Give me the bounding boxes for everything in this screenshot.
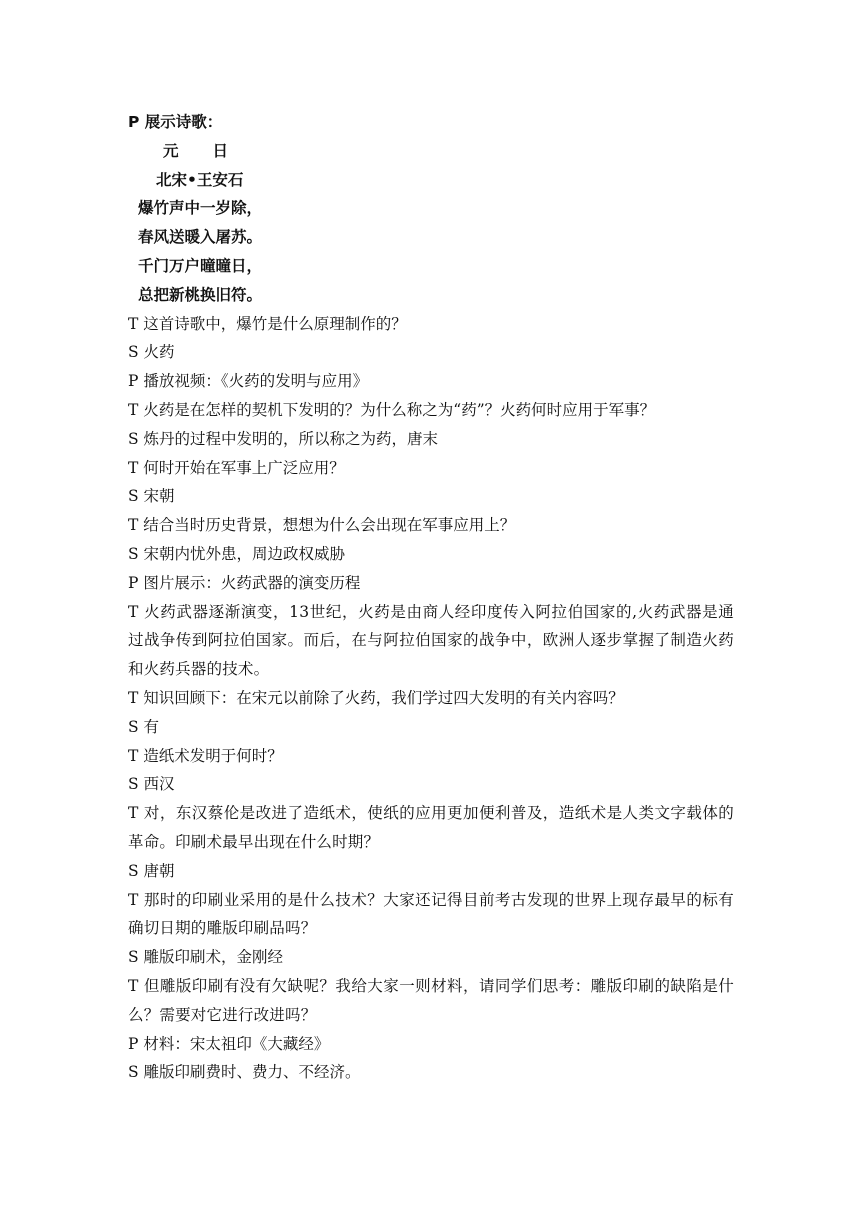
dialogue-line: P 图片展示：火药武器的演变历程 (128, 573, 361, 592)
poem-line: 爆竹声中一岁除， (138, 199, 263, 218)
dialogue-line: T 造纸术发明于何时？ (128, 746, 283, 765)
poem-title-part-2: 日 (212, 141, 229, 160)
dialogue-line: S 火药 (128, 343, 175, 362)
poem-intro: P 展示诗歌： (128, 113, 223, 131)
dialogue-line: S 炼丹的过程中发明的，所以称之为药，唐末 (128, 429, 439, 448)
dialogue-line: S 唐朝 (128, 861, 175, 880)
dialogue-paragraph: T 对，东汉蔡伦是改进了造纸术，使纸的应用更加便利普及，造纸术是人类文字载体的革命。印刷术最早出现在什么时期？ (128, 804, 734, 851)
dialogue-line: T 火药是在怎样的契机下发明的？为什么称之为“药”？火药何时应用于军事？ (128, 400, 656, 419)
dialogue-line: S 有 (128, 717, 160, 736)
dialogue-line: S 雕版印刷费时、费力、不经济。 (128, 1063, 361, 1082)
dialogue-line: S 宋朝内忧外患，周边政权威胁 (128, 544, 346, 563)
poem-line: 总把新桃换旧符。 (138, 285, 263, 304)
poem-title (128, 137, 734, 166)
dialogue-line: T 这首诗歌中，爆竹是什么原理制作的？ (128, 314, 407, 333)
dialogue-paragraph: T 但雕版印刷有没有欠缺呢？我给大家一则材料，请同学们思考：雕版印刷的缺陷是什么？需要对它进行改进吗？ (128, 976, 734, 1024)
poem-line: 春风送暖入屠苏。 (138, 228, 263, 247)
dialogue-line: S 西汉 (128, 775, 175, 794)
poem-author: 北宋•王安石 (156, 170, 244, 189)
dialogue-line: P 材料：宋太祖印《大藏经》 (128, 1034, 330, 1053)
poem-title-part-1: 元 (163, 141, 179, 160)
dialogue-line: S 雕版印刷术，金刚经 (128, 948, 284, 967)
dialogue-line: S 宋朝 (128, 487, 175, 506)
dialogue-paragraph: T 那时的印刷业采用的是什么技术？大家还记得目前考古发现的世界上现存最早的标有确切日期的雕版印刷品吗？ (128, 890, 734, 938)
poem-line: 千门万户曈曈日， (138, 256, 263, 275)
dialogue-line: P 播放视频：《火药的发明与应用》 (128, 372, 369, 391)
dialogue-line: T 知识回顾下：在宋元以前除了火药，我们学过四大发明的有关内容吗？ (128, 688, 624, 707)
lesson-transcript (128, 108, 734, 1087)
dialogue-line: T 结合当时历史背景，想想为什么会出现在军事应用上？ (128, 516, 516, 535)
dialogue-line: T 何时开始在军事上广泛应用？ (128, 458, 345, 477)
dialogue-paragraph: T 火药武器逐渐演变，13世纪，火药是由商人经印度传入阿拉伯国家的,火药武器是通过战争传到阿拉伯国家。而后，在与阿拉伯国家的战争中，欧洲人逐步掌握了制造火药和火药兵器的技术。 (128, 602, 734, 679)
